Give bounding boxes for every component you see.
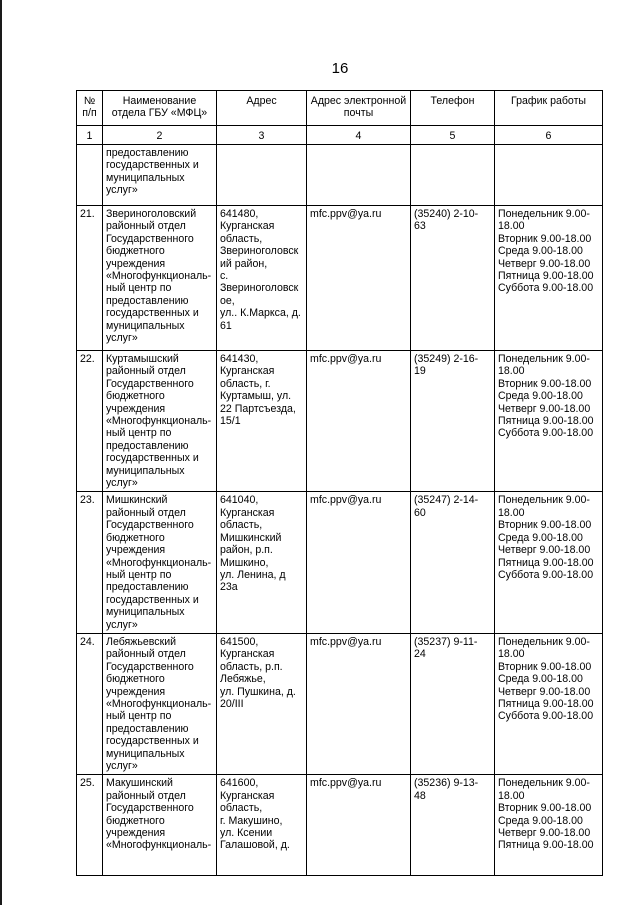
scan-edge [0, 0, 2, 905]
cell-email: mfc.ppv@ya.ru [307, 351, 411, 492]
cell-phone [411, 775, 495, 876]
cell-line: 641480, [220, 208, 259, 220]
cell-line: Курганская [220, 220, 275, 233]
cell-phone [411, 145, 495, 206]
cell-schedule [495, 351, 603, 492]
cell-line: 19 [414, 365, 426, 378]
cell-line: 18.00 [498, 220, 525, 233]
cell-line: государственных и [106, 159, 199, 172]
cell-line: ий район, [220, 257, 268, 270]
cell-line: ный центр по [106, 710, 172, 723]
cell-line: Пятница 9.00-18.00 [498, 556, 594, 569]
cell-line: 18.00 [498, 506, 525, 519]
cell-name [103, 775, 217, 876]
cell-name [103, 206, 217, 351]
cell-address [217, 633, 307, 774]
header-address: Адрес [217, 91, 307, 126]
cell-line: бюджетного [106, 390, 165, 403]
cell-line: Суббота 9.00-18.00 [498, 427, 594, 440]
cell-line: учреждения [106, 402, 166, 415]
cell-line: Мишкинский [106, 494, 168, 507]
cell-line: ный центр по [106, 568, 172, 581]
cell-line: муниципальных [106, 171, 185, 184]
cell-line: 18.00 [498, 648, 525, 661]
cell-line: Лебяжьевский [106, 635, 177, 648]
cell-line: ое, [220, 294, 235, 307]
cell-num: 24. [77, 633, 103, 774]
cell-line: «Многофункциональ- [106, 697, 212, 710]
cell-line: Среда 9.00-18.00 [498, 531, 583, 544]
cell-line: Четверг 9.00-18.00 [498, 685, 591, 698]
cell-line: услуг» [106, 618, 138, 631]
cell-line: ул. Ленина, д [220, 568, 286, 581]
cell-line: услуг» [106, 760, 138, 772]
cell-line: государственных и [106, 307, 199, 320]
header-email: Адрес электронной почты [307, 91, 411, 126]
cell-line: 641040, [220, 494, 259, 507]
cell-line: Понедельник 9.00- [498, 777, 590, 790]
cell-name [103, 351, 217, 492]
cell-line: предоставлению [106, 722, 189, 735]
header-schedule: График работы [495, 91, 603, 126]
cell-email: mfc.ppv@ya.ru [307, 492, 411, 633]
header-name: Наименование отдела ГБУ «МФЦ» [103, 91, 217, 126]
cell-schedule [495, 633, 603, 774]
cell-line: услуг» [106, 332, 138, 345]
cell-line: Государственного [106, 802, 194, 815]
cell-schedule [495, 145, 603, 206]
cell-line: Четверг 9.00-18.00 [498, 257, 591, 270]
cell-line: 641500, [220, 635, 259, 648]
cell-line: Звериноголовский [106, 208, 197, 220]
cell-line: услуг» [106, 477, 138, 490]
cell-line: бюджетного [106, 814, 165, 827]
cell-line: учреждения [106, 827, 166, 840]
header-num: № п/п [77, 91, 103, 126]
cell-line: с. [220, 270, 229, 283]
cell-num: 23. [77, 492, 103, 633]
cell-line: Пятница 9.00-18.00 [498, 415, 594, 428]
cell-line: районный отдел [106, 220, 186, 233]
table-row [77, 206, 603, 351]
cell-line: учреждения [106, 544, 166, 557]
cell-line: Звериноголовск [220, 282, 299, 295]
cell-line: Куртамышский [106, 353, 179, 365]
cell-line: муниципальных [106, 606, 185, 619]
cell-line: 641600, [220, 777, 259, 790]
column-number-row [77, 126, 603, 145]
cell-line: Вторник 9.00-18.00 [498, 660, 592, 673]
cell-line: муниципальных [106, 319, 185, 332]
cell-line: «Многофункциональ- [106, 415, 212, 428]
cell-line: районный отдел [106, 365, 186, 378]
table-row [77, 775, 603, 876]
continuation-row [77, 145, 603, 206]
cell-line: 60 [414, 506, 426, 519]
cell-line: районный отдел [106, 789, 186, 802]
table-row [77, 492, 603, 633]
cell-line: муниципальных [106, 747, 185, 760]
header-phone: Телефон [411, 91, 495, 126]
cell-line: ул.. К.Маркса, д. [220, 307, 301, 320]
cell-line: Куртамыш, ул. [220, 390, 292, 403]
cell-line: 48 [414, 789, 426, 802]
cell-email: mfc.ppv@ya.ru [307, 206, 411, 351]
cell-line: 18.00 [498, 365, 525, 378]
cell-line: область, р.п. [220, 660, 283, 673]
page-number: 16 [331, 60, 349, 77]
cell-line: бюджетного [106, 673, 165, 686]
cell-line: область, [220, 519, 263, 532]
cell-line: Пятница 9.00-18.00 [498, 697, 594, 710]
cell-num: 21. [77, 206, 103, 351]
cell-line: область, [220, 232, 263, 245]
header-row [77, 91, 603, 126]
column-number: 4 [307, 126, 411, 145]
cell-name [103, 492, 217, 633]
cell-address [217, 775, 307, 876]
cell-phone [411, 351, 495, 492]
cell-line: Звериноголовск [220, 245, 299, 258]
cell-line: Вторник 9.00-18.00 [498, 519, 592, 532]
cell-address [217, 351, 307, 492]
cell-line: 15/1 [220, 415, 241, 428]
cell-line: Вторник 9.00-18.00 [498, 377, 592, 390]
cell-line: ул. Пушкина, д. [220, 685, 296, 698]
cell-line: Курганская [220, 789, 275, 802]
cell-line: государственных и [106, 452, 199, 465]
column-number: 6 [495, 126, 603, 145]
cell-line: районный отдел [106, 506, 186, 519]
cell-line: Четверг 9.00-18.00 [498, 402, 591, 415]
cell-phone [411, 492, 495, 633]
cell-line: Понедельник 9.00- [498, 353, 590, 365]
cell-line: Среда 9.00-18.00 [498, 245, 583, 258]
cell-line: бюджетного [106, 245, 165, 258]
cell-line: предоставлению [106, 581, 189, 594]
cell-num: 22. [77, 351, 103, 492]
cell-line: «Многофункциональ- [106, 839, 212, 852]
table-row [77, 351, 603, 492]
cell-email: mfc.ppv@ya.ru [307, 633, 411, 774]
cell-line: Государственного [106, 232, 194, 245]
cell-line: Понедельник 9.00- [498, 635, 590, 648]
cell-phone [411, 633, 495, 774]
cell-line: Мишкино, [220, 556, 269, 569]
cell-line: Четверг 9.00-18.00 [498, 827, 591, 840]
cell-line: Макушинский [106, 777, 173, 790]
cell-line: предоставлению [106, 439, 189, 452]
cell-line: Понедельник 9.00- [498, 494, 590, 507]
cell-address [217, 145, 307, 206]
cell-line: услуг» [106, 184, 138, 197]
cell-line: 23а [220, 581, 238, 594]
cell-line: (35249) 2-16- [414, 353, 479, 365]
cell-name [103, 633, 217, 774]
cell-line: 61 [220, 319, 232, 332]
cell-line: Лебяжье, [220, 673, 266, 686]
column-number: 1 [77, 126, 103, 145]
cell-line: Суббота 9.00-18.00 [498, 568, 594, 581]
cell-line: 18.00 [498, 789, 525, 802]
cell-phone [411, 206, 495, 351]
cell-line: предоставлению [106, 294, 189, 307]
cell-line: 22 Партсъезда, [220, 402, 296, 415]
table-row [77, 633, 603, 774]
cell-line: Курганская [220, 648, 275, 661]
cell-line: Пятница 9.00-18.00 [498, 270, 594, 283]
cell-line: 24 [414, 648, 426, 661]
cell-line: (35236) 9-13- [414, 777, 479, 790]
column-number: 3 [217, 126, 307, 145]
cell-line: область, [220, 802, 263, 815]
column-number: 5 [411, 126, 495, 145]
cell-line: 63 [414, 220, 426, 233]
cell-address [217, 206, 307, 351]
cell-line: «Многофункциональ- [106, 270, 212, 283]
cell-line: учреждения [106, 257, 166, 270]
cell-num [77, 145, 103, 206]
cell-line: Мишкинский [220, 531, 282, 544]
cell-line: 641430, [220, 353, 259, 365]
cell-line: Курганская [220, 506, 275, 519]
mfc-departments-table [76, 90, 603, 876]
cell-line: Вторник 9.00-18.00 [498, 232, 592, 245]
cell-line: область, г. [220, 377, 271, 390]
cell-line: район, р.п. [220, 544, 273, 557]
cell-line: (35247) 2-14- [414, 494, 479, 507]
cell-email [307, 145, 411, 206]
cell-line: Среда 9.00-18.00 [498, 673, 583, 686]
cell-address [217, 492, 307, 633]
cell-line: государственных и [106, 735, 199, 748]
cell-line: предоставлению [106, 147, 189, 159]
cell-line: Среда 9.00-18.00 [498, 390, 583, 403]
cell-line: 20/III [220, 697, 244, 710]
cell-line: государственных и [106, 593, 199, 606]
cell-line: муниципальных [106, 464, 185, 477]
cell-schedule [495, 206, 603, 351]
cell-line: Понедельник 9.00- [498, 208, 590, 220]
cell-line: Суббота 9.00-18.00 [498, 282, 594, 295]
cell-line: ный центр по [106, 282, 172, 295]
cell-line: г. Макушино, [220, 814, 283, 827]
cell-line: бюджетного [106, 531, 165, 544]
cell-line: Среда 9.00-18.00 [498, 814, 583, 827]
cell-line: учреждения [106, 685, 166, 698]
cell-email: mfc.ppv@ya.ru [307, 775, 411, 876]
cell-line: районный отдел [106, 648, 186, 661]
cell-schedule [495, 492, 603, 633]
cell-line: Вторник 9.00-18.00 [498, 802, 592, 815]
cell-line: ул. Ксении [220, 827, 273, 840]
cell-num: 25. [77, 775, 103, 876]
cell-line: Курганская [220, 365, 275, 378]
cell-line: «Многофункциональ- [106, 556, 212, 569]
cell-line: (35237) 9-11- [414, 635, 478, 648]
column-number: 2 [103, 126, 217, 145]
cell-name [103, 145, 217, 206]
cell-line: Галашовой, д. [220, 839, 290, 852]
cell-line: Государственного [106, 519, 194, 532]
cell-line: Суббота 9.00-18.00 [498, 710, 594, 723]
cell-line: ный центр по [106, 427, 172, 440]
cell-line: Государственного [106, 660, 194, 673]
cell-line: Четверг 9.00-18.00 [498, 544, 591, 557]
cell-line: Пятница 9.00-18.00 [498, 839, 594, 852]
cell-line: Государственного [106, 377, 194, 390]
cell-schedule [495, 775, 603, 876]
cell-line: (35240) 2-10- [414, 208, 479, 220]
